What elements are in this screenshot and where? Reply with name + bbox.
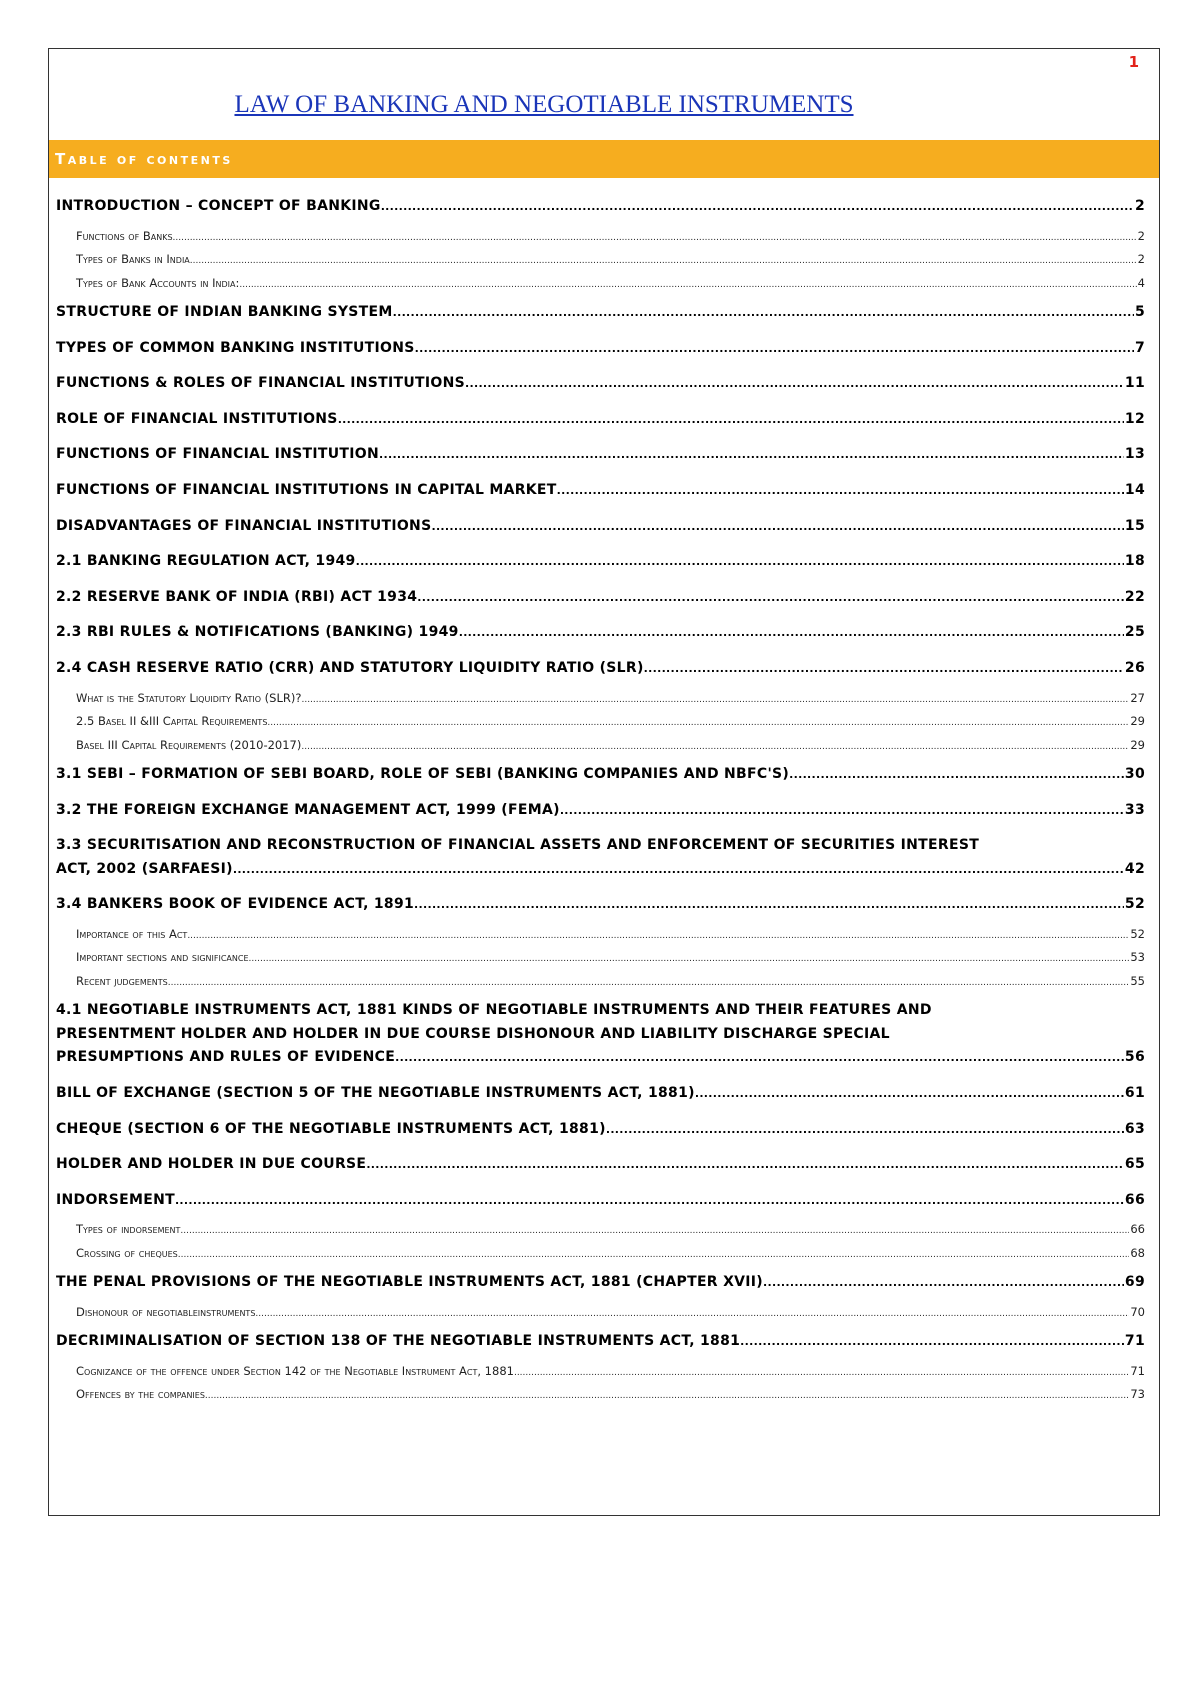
toc-entry[interactable] [56, 1076, 1145, 1112]
toc-entry[interactable] [56, 366, 1145, 402]
dot-leader [465, 366, 1124, 402]
dot-leader [267, 712, 1129, 736]
document-page [48, 48, 1160, 1516]
toc-page-number: 55 [1130, 973, 1145, 988]
toc-page-number: 61 [1124, 1084, 1145, 1101]
toc-page-number: 68 [1130, 1245, 1145, 1260]
toc-subentry[interactable] [56, 1301, 1145, 1325]
toc-entry-title-line: PRESUMPTIONS AND RULES OF EVIDENCE [56, 1049, 396, 1066]
toc-entry[interactable] [56, 509, 1145, 545]
toc-entry-title: Offences by the companies [76, 1387, 205, 1402]
dot-leader [190, 250, 1137, 274]
toc-page-number: 29 [1130, 737, 1145, 752]
toc-page-number: 52 [1130, 926, 1145, 941]
toc-entry-title: HOLDER AND HOLDER IN DUE COURSE [56, 1156, 367, 1173]
toc-page-number: 2 [1137, 228, 1145, 243]
toc-entry-title: Dishonour of negotiableinstruments [76, 1304, 256, 1319]
toc-page-number: 25 [1124, 624, 1145, 641]
toc-entry-title: Types of indorsement [76, 1222, 181, 1237]
dot-leader [301, 689, 1129, 713]
dot-leader [557, 473, 1124, 509]
toc-entry-title: CHEQUE (SECTION 6 OF THE NEGOTIABLE INSTRUMENTS ACT, 1881) [56, 1120, 606, 1137]
document-title[interactable]: LAW OF BANKING AND NEGOTIABLE INSTRUMENTS [234, 91, 854, 118]
toc-entry-title: Types of Banks in India [76, 252, 190, 267]
dot-leader [178, 1244, 1130, 1268]
toc-subentry[interactable] [56, 1383, 1145, 1407]
toc-entry-title: THE PENAL PROVISIONS OF THE NEGOTIABLE INSTRUMENTS ACT, 1881 (CHAPTER XVII) [56, 1274, 764, 1291]
dot-leader [205, 1385, 1129, 1409]
toc-entry-title: Cognizance of the offence under Section 142 of the Negotiable Instrument Act, 1881 [76, 1363, 514, 1378]
dot-leader [187, 925, 1129, 949]
toc-entry[interactable] [56, 1265, 1145, 1301]
toc-entry-title-line: 3.3 SECURITISATION AND RECONSTRUCTION OF FINANCIAL ASSETS AND ENFORCEMENT OF SECURITIES INTEREST [56, 837, 980, 854]
toc-entry[interactable] [56, 1112, 1145, 1148]
dot-leader [168, 972, 1130, 996]
dot-leader [695, 1076, 1124, 1112]
toc-page-number: 53 [1130, 950, 1145, 965]
toc-page-number: 66 [1124, 1191, 1145, 1208]
toc-entry-title: Functions of Banks [76, 228, 173, 243]
toc-entry-title: INTRODUCTION – CONCEPT OF BANKING [56, 198, 381, 214]
toc-entry-title: Importance of this Act [76, 926, 188, 941]
toc-subentry[interactable] [56, 1360, 1145, 1384]
toc-entry[interactable] [56, 651, 1145, 687]
toc-entry-title: Recent judgements [76, 973, 168, 988]
toc-entry-title: FUNCTIONS & ROLES OF FINANCIAL INSTITUTIONS [56, 375, 466, 392]
toc-entry[interactable] [56, 580, 1145, 616]
toc-entry-title: STRUCTURE OF INDIAN BANKING SYSTEM [56, 304, 393, 321]
toc-page-number: 12 [1124, 410, 1145, 427]
toc-page-number: 71 [1130, 1363, 1145, 1378]
dot-leader [560, 793, 1124, 829]
dot-leader [175, 1183, 1124, 1219]
toc-entry[interactable] [56, 615, 1145, 651]
toc-entry[interactable] [56, 473, 1145, 509]
dot-leader [338, 402, 1124, 438]
toc-page-number: 27 [1130, 690, 1145, 705]
toc-page-number: 11 [1124, 375, 1145, 392]
toc-entry-title: ROLE OF FINANCIAL INSTITUTIONS [56, 410, 338, 427]
dot-leader [233, 858, 1124, 882]
toc-page-number: 2 [1134, 198, 1145, 214]
toc-page-number: 73 [1130, 1387, 1145, 1402]
toc-page-number: 66 [1130, 1222, 1145, 1237]
toc-entry[interactable] [56, 828, 1145, 887]
toc-entry-title-line: PRESENTMENT HOLDER AND HOLDER IN DUE COURSE DISHONOUR AND LIABILITY DISCHARGE SPECIAL [56, 1025, 890, 1042]
toc-subentry[interactable] [56, 225, 1145, 249]
dot-leader [644, 651, 1124, 687]
toc-entry-title: DISADVANTAGES OF FINANCIAL INSTITUTIONS [56, 517, 432, 534]
toc-page-number: 7 [1134, 339, 1145, 356]
toc-page-number: 30 [1124, 766, 1145, 783]
toc-subentry[interactable] [56, 1242, 1145, 1266]
toc-page-number: 13 [1124, 446, 1145, 463]
dot-leader [301, 736, 1129, 760]
dot-leader [379, 437, 1124, 473]
toc-entry[interactable] [56, 1324, 1145, 1360]
toc-page-number: 70 [1130, 1304, 1145, 1319]
toc-entry-title-line: 4.1 NEGOTIABLE INSTRUMENTS ACT, 1881 KINDS OF NEGOTIABLE INSTRUMENTS AND THEIR FEATURES AND [56, 1002, 932, 1019]
toc-subentry[interactable] [56, 687, 1145, 711]
toc-entry[interactable] [56, 544, 1145, 580]
toc-subentry[interactable] [56, 248, 1145, 272]
toc-entry-title-line: ACT, 2002 (SARFAESI) [56, 860, 233, 877]
toc-page-number: 22 [1124, 588, 1145, 605]
toc-page-number: 65 [1124, 1156, 1145, 1173]
toc-entry-title: 2.3 RBI RULES & NOTIFICATIONS (BANKING) 1949 [56, 624, 459, 641]
toc-page-number: 69 [1124, 1274, 1145, 1291]
toc-entry-title: Types of Bank Accounts in India: [76, 275, 240, 290]
toc-page-number: 42 [1124, 860, 1145, 877]
dot-leader [431, 509, 1123, 545]
dot-leader [514, 1362, 1129, 1386]
toc-page-number: 56 [1124, 1049, 1145, 1066]
toc-entry[interactable] [56, 402, 1145, 438]
dot-leader [180, 1220, 1129, 1244]
toc-entry-title: 3.4 BANKERS BOOK OF EVIDENCE ACT, 1891 [56, 896, 415, 913]
toc-page-number: 14 [1124, 482, 1145, 499]
toc-subentry[interactable] [56, 1218, 1145, 1242]
toc-page-number: 2 [1137, 252, 1145, 267]
toc-page-number: 71 [1124, 1333, 1145, 1350]
dot-leader [740, 1324, 1124, 1360]
dot-leader [255, 1303, 1129, 1327]
toc-page-number: 5 [1134, 304, 1145, 321]
toc-entry-title: FUNCTIONS OF FINANCIAL INSTITUTIONS IN CAPITAL MARKET [56, 482, 557, 499]
dot-leader [395, 1046, 1124, 1070]
page-number: 1 [1128, 53, 1139, 71]
toc-entry-title: DECRIMINALISATION OF SECTION 138 OF THE NEGOTIABLE INSTRUMENTS ACT, 1881 [56, 1333, 741, 1350]
toc-entry-title: TYPES OF COMMON BANKING INSTITUTIONS [56, 339, 415, 356]
toc-entry-title: 2.5 Basel II &III Capital Requirements [76, 714, 268, 729]
dot-leader [173, 227, 1137, 251]
toc-subentry[interactable] [56, 272, 1145, 296]
toc-page-number: 29 [1130, 714, 1145, 729]
toc-subentry[interactable] [56, 970, 1145, 994]
dot-leader [414, 887, 1124, 923]
toc-entry-title: BILL OF EXCHANGE (SECTION 5 OF THE NEGOTIABLE INSTRUMENTS ACT, 1881) [56, 1084, 695, 1101]
dot-leader [789, 757, 1124, 793]
toc-subentry[interactable] [56, 710, 1145, 734]
dot-leader [763, 1265, 1124, 1301]
toc-heading: Table of contents [49, 140, 1159, 178]
table-of-contents [56, 189, 1145, 1407]
toc-entry[interactable] [56, 793, 1145, 829]
toc-page-number: 4 [1137, 275, 1145, 290]
toc-subentry[interactable] [56, 923, 1145, 947]
toc-entry-title: INDORSEMENT [56, 1191, 175, 1208]
toc-entry[interactable] [56, 189, 1145, 225]
dot-leader [239, 274, 1136, 298]
toc-page-number: 52 [1124, 896, 1145, 913]
toc-entry-title: What is the Statutory Liquidity Ratio (SLR)? [76, 690, 302, 705]
toc-entry[interactable] [56, 887, 1145, 923]
toc-entry-title: Basel III Capital Requirements (2010-2017) [76, 737, 302, 752]
toc-entry-title: 2.4 CASH RESERVE RATIO (CRR) AND STATUTORY LIQUIDITY RATIO (SLR) [56, 660, 644, 677]
dot-leader [249, 948, 1130, 972]
toc-entry[interactable] [56, 437, 1145, 473]
toc-entry-title: 2.2 RESERVE BANK OF INDIA (RBI) ACT 1934 [56, 588, 418, 605]
toc-entry-title: Important sections and significance [76, 950, 249, 965]
dot-leader [366, 1147, 1124, 1183]
dot-leader [415, 331, 1134, 367]
dot-leader [381, 189, 1134, 225]
dot-leader [459, 615, 1124, 651]
toc-entry-title: Crossing of cheques [76, 1245, 178, 1260]
toc-subentry[interactable] [56, 946, 1145, 970]
toc-page-number: 26 [1124, 660, 1145, 677]
toc-page-number: 18 [1124, 553, 1145, 570]
toc-entry[interactable] [56, 1183, 1145, 1219]
toc-entry[interactable] [56, 331, 1145, 367]
toc-page-number: 15 [1124, 517, 1145, 534]
toc-entry[interactable] [56, 757, 1145, 793]
toc-page-number: 33 [1124, 801, 1145, 818]
dot-leader [417, 580, 1124, 616]
toc-entry-title: 3.1 SEBI – FORMATION OF SEBI BOARD, ROLE OF SEBI (BANKING COMPANIES AND NBFC'S) [56, 766, 790, 783]
dot-leader [356, 544, 1124, 580]
toc-entry-title: 3.2 THE FOREIGN EXCHANGE MANAGEMENT ACT, 1999 (FEMA) [56, 801, 560, 818]
toc-entry[interactable] [56, 1147, 1145, 1183]
toc-entry-title: 2.1 BANKING REGULATION ACT, 1949 [56, 553, 356, 570]
toc-entry[interactable] [56, 993, 1145, 1076]
toc-entry[interactable] [56, 295, 1145, 331]
toc-page-number: 63 [1124, 1120, 1145, 1137]
toc-subentry[interactable] [56, 734, 1145, 758]
dot-leader [606, 1112, 1124, 1148]
dot-leader [393, 295, 1134, 331]
toc-entry-title: FUNCTIONS OF FINANCIAL INSTITUTION [56, 446, 380, 463]
